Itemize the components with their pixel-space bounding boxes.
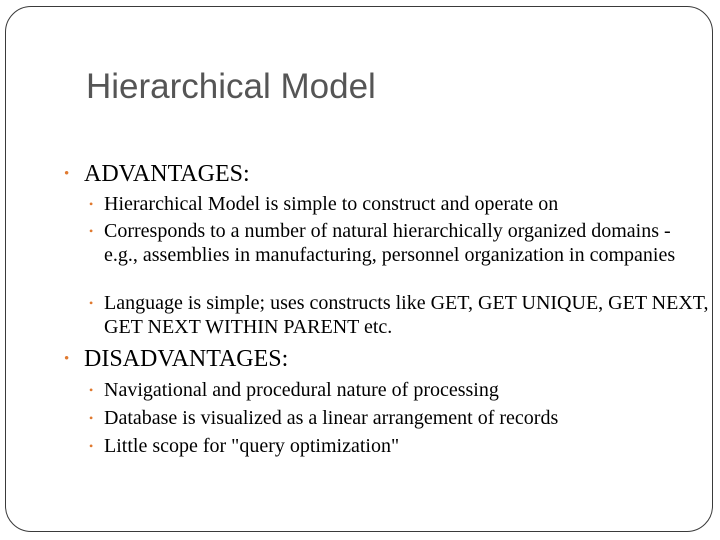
disadvantages-item-text: Database is visualized as a linear arrangement of records bbox=[104, 407, 559, 429]
item-bullet: • bbox=[89, 383, 94, 397]
slide-title: Hierarchical Model bbox=[86, 67, 376, 106]
advantages-item-text: Corresponds to a number of natural hierarchically organized domains - e.g., assemblies in manufacturing, personnel organization in companies bbox=[104, 220, 676, 266]
item-bullet: • bbox=[89, 296, 94, 310]
advantages-item-text: Language is simple; uses constructs like GET, GET UNIQUE, GET NEXT, GET NEXT WITHIN PARENT etc. bbox=[104, 292, 709, 338]
item-bullet: • bbox=[89, 224, 94, 238]
section-heading-advantages: ADVANTAGES: bbox=[84, 161, 250, 187]
disadvantages-item-text: Little scope for "query optimization" bbox=[104, 435, 400, 457]
section-heading-disadvantages: DISADVANTAGES: bbox=[84, 346, 289, 372]
section-bullet: • bbox=[64, 351, 70, 367]
disadvantages-item-text: Navigational and procedural nature of processing bbox=[104, 379, 499, 401]
advantages-item-text: Hierarchical Model is simple to construct and operate on bbox=[104, 193, 559, 215]
item-bullet: • bbox=[89, 197, 94, 211]
section-bullet: • bbox=[64, 166, 70, 182]
item-bullet: • bbox=[89, 411, 94, 425]
item-bullet: • bbox=[89, 439, 94, 453]
